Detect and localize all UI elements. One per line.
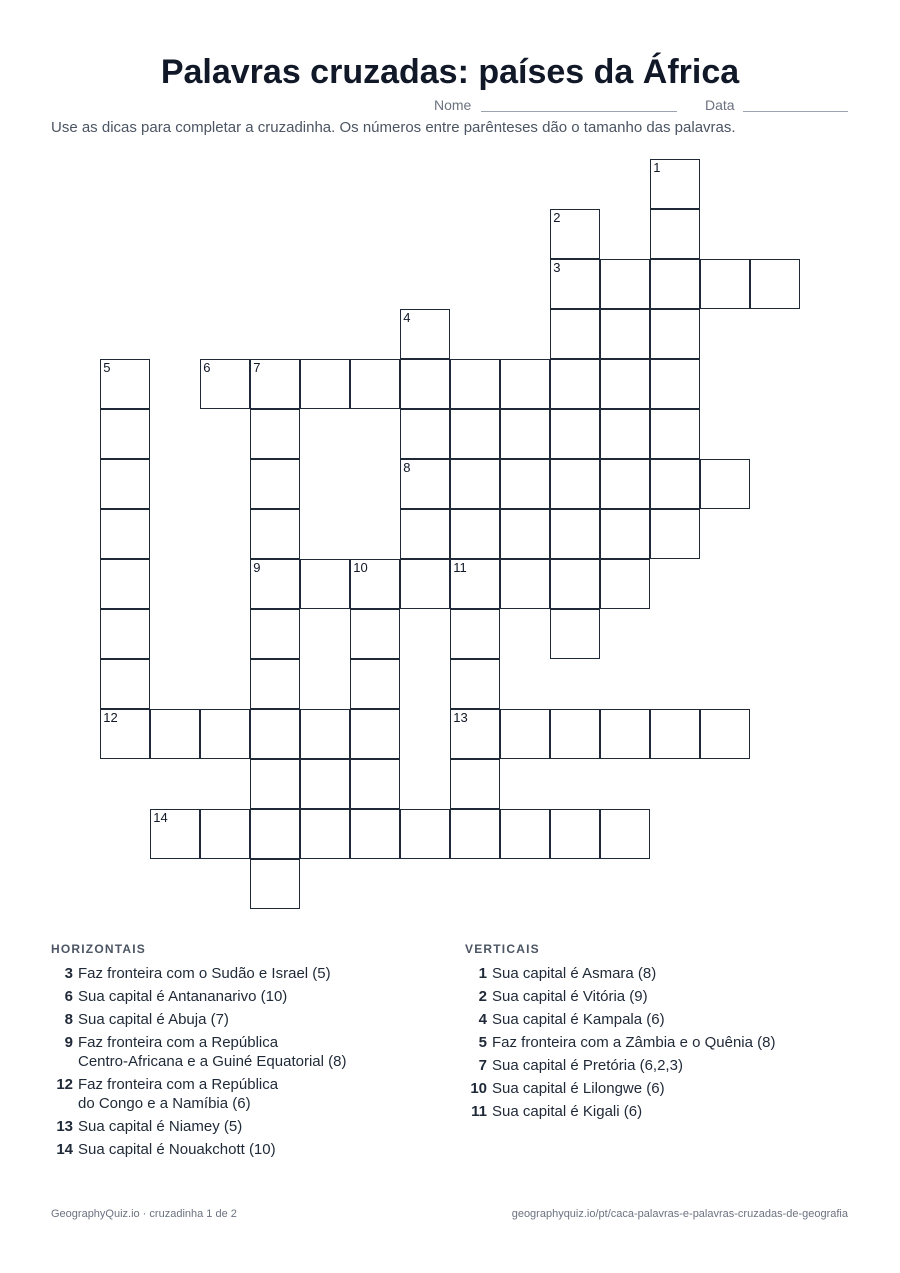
clue-number: 6 bbox=[203, 360, 211, 376]
grid-cell[interactable] bbox=[200, 709, 250, 759]
grid-cell[interactable] bbox=[250, 409, 300, 459]
grid-cell[interactable] bbox=[450, 759, 500, 809]
grid-cell[interactable] bbox=[350, 759, 400, 809]
grid-cell[interactable] bbox=[650, 159, 700, 209]
grid-cell[interactable] bbox=[750, 259, 800, 309]
clue-number: 4 bbox=[403, 310, 411, 326]
down-clue bbox=[465, 1010, 865, 1029]
grid-cell[interactable] bbox=[300, 559, 350, 609]
grid-cell[interactable] bbox=[550, 559, 600, 609]
grid-cell[interactable] bbox=[450, 459, 500, 509]
grid-cell[interactable] bbox=[250, 559, 300, 609]
grid-cell[interactable] bbox=[100, 359, 150, 409]
grid-cell[interactable] bbox=[350, 609, 400, 659]
grid-cell[interactable] bbox=[600, 509, 650, 559]
grid-cell[interactable] bbox=[650, 509, 700, 559]
grid-cell[interactable] bbox=[600, 309, 650, 359]
grid-cell[interactable] bbox=[650, 709, 700, 759]
clue-text: Sua capital é Kigali (6) bbox=[492, 1103, 643, 1120]
grid-cell[interactable] bbox=[300, 809, 350, 859]
grid-cell[interactable] bbox=[250, 509, 300, 559]
clue-number: 7 bbox=[478, 1057, 487, 1074]
across-clue bbox=[51, 1010, 431, 1029]
clue-number: 5 bbox=[478, 1034, 487, 1051]
clue-number: 9 bbox=[64, 1034, 73, 1051]
grid-cell[interactable] bbox=[250, 759, 300, 809]
clue-number: 11 bbox=[471, 1103, 487, 1120]
grid-cell[interactable] bbox=[250, 659, 300, 709]
grid-cell[interactable] bbox=[600, 409, 650, 459]
grid-cell[interactable] bbox=[350, 359, 400, 409]
grid-cell[interactable] bbox=[500, 359, 550, 409]
across-clue bbox=[51, 987, 431, 1006]
grid-cell[interactable] bbox=[400, 409, 450, 459]
instructions: Use as dicas para completar a cruzadinha. Os números entre parênteses dão o tamanho das palavras. bbox=[51, 119, 736, 136]
name-field[interactable] bbox=[481, 111, 677, 112]
clue-text: Sua capital é Vitória (9) bbox=[492, 988, 648, 1005]
grid-cell[interactable] bbox=[550, 609, 600, 659]
grid-cell[interactable] bbox=[350, 659, 400, 709]
grid-cell[interactable] bbox=[550, 459, 600, 509]
down-clue bbox=[465, 1102, 865, 1121]
down-clue bbox=[465, 987, 865, 1006]
grid-cell[interactable] bbox=[350, 559, 400, 609]
grid-cell[interactable] bbox=[650, 259, 700, 309]
clue-number: 8 bbox=[403, 460, 411, 476]
clue-number: 9 bbox=[253, 560, 261, 576]
grid-cell[interactable] bbox=[450, 809, 500, 859]
clue-number: 3 bbox=[553, 260, 561, 276]
clue-number: 4 bbox=[478, 1011, 487, 1028]
grid-cell[interactable] bbox=[400, 509, 450, 559]
across-clue bbox=[51, 1033, 431, 1071]
clue-text: Faz fronteira com o Sudão e Israel (5) bbox=[78, 965, 331, 982]
clue-number: 2 bbox=[478, 988, 487, 1005]
clue-number: 12 bbox=[103, 710, 118, 726]
down-clue-list bbox=[465, 964, 865, 1125]
down-heading: VERTICAIS bbox=[465, 942, 540, 956]
clue-number: 11 bbox=[453, 560, 467, 576]
grid-cell[interactable] bbox=[650, 409, 700, 459]
grid-cell[interactable] bbox=[350, 809, 400, 859]
clue-text: Faz fronteira com a República do Congo e a Namíbia (6) bbox=[78, 1076, 279, 1112]
grid-cell[interactable] bbox=[500, 809, 550, 859]
grid-cell[interactable] bbox=[450, 359, 500, 409]
grid-cell[interactable] bbox=[600, 459, 650, 509]
clue-number: 3 bbox=[64, 965, 73, 982]
across-clue bbox=[51, 1117, 431, 1136]
grid-cell[interactable] bbox=[100, 559, 150, 609]
grid-cell[interactable] bbox=[450, 509, 500, 559]
grid-cell[interactable] bbox=[700, 709, 750, 759]
grid-cell[interactable] bbox=[700, 459, 750, 509]
grid-cell[interactable] bbox=[550, 209, 600, 259]
grid-cell[interactable] bbox=[100, 709, 150, 759]
clue-text: Sua capital é Lilongwe (6) bbox=[492, 1080, 665, 1097]
date-label: Data bbox=[705, 97, 735, 113]
grid-cell[interactable] bbox=[350, 709, 400, 759]
across-heading: HORIZONTAIS bbox=[51, 942, 146, 956]
grid-cell[interactable] bbox=[550, 709, 600, 759]
grid-cell[interactable] bbox=[100, 459, 150, 509]
footer-left: GeographyQuiz.io · cruzadinha 1 de 2 bbox=[51, 1208, 237, 1220]
grid-cell[interactable] bbox=[150, 709, 200, 759]
clue-text: Sua capital é Nouakchott (10) bbox=[78, 1141, 276, 1158]
grid-cell[interactable] bbox=[250, 809, 300, 859]
down-clue bbox=[465, 1056, 865, 1075]
clue-number: 8 bbox=[64, 1011, 73, 1028]
grid-cell[interactable] bbox=[300, 359, 350, 409]
across-clue bbox=[51, 1140, 431, 1159]
grid-cell[interactable] bbox=[100, 609, 150, 659]
grid-cell[interactable] bbox=[550, 809, 600, 859]
grid-cell[interactable] bbox=[100, 509, 150, 559]
clue-number: 2 bbox=[553, 210, 561, 226]
grid-cell[interactable] bbox=[250, 709, 300, 759]
grid-cell[interactable] bbox=[600, 359, 650, 409]
clue-number: 12 bbox=[56, 1076, 73, 1093]
clue-text: Sua capital é Pretória (6,2,3) bbox=[492, 1057, 683, 1074]
page-title: Palavras cruzadas: países da África bbox=[160, 53, 740, 91]
clue-text: Sua capital é Kampala (6) bbox=[492, 1011, 665, 1028]
grid-cell[interactable] bbox=[650, 209, 700, 259]
clue-text: Sua capital é Asmara (8) bbox=[492, 965, 657, 982]
grid-cell[interactable] bbox=[300, 709, 350, 759]
clue-number: 10 bbox=[470, 1080, 487, 1097]
across-clue bbox=[51, 964, 431, 983]
grid-cell[interactable] bbox=[250, 359, 300, 409]
grid-cell[interactable] bbox=[400, 459, 450, 509]
grid-cell[interactable] bbox=[550, 309, 600, 359]
clue-number: 1 bbox=[653, 160, 661, 176]
grid-cell[interactable] bbox=[200, 809, 250, 859]
clue-number: 5 bbox=[103, 360, 111, 376]
grid-cell[interactable] bbox=[400, 809, 450, 859]
grid-cell[interactable] bbox=[650, 459, 700, 509]
down-clue bbox=[465, 1033, 865, 1052]
grid-cell[interactable] bbox=[500, 509, 550, 559]
grid-cell[interactable] bbox=[650, 359, 700, 409]
grid-cell[interactable] bbox=[500, 709, 550, 759]
grid-cell[interactable] bbox=[250, 459, 300, 509]
grid-cell[interactable] bbox=[500, 559, 550, 609]
grid-cell[interactable] bbox=[500, 459, 550, 509]
clue-number: 14 bbox=[56, 1141, 73, 1158]
grid-cell[interactable] bbox=[300, 759, 350, 809]
grid-cell[interactable] bbox=[400, 559, 450, 609]
grid-cell[interactable] bbox=[150, 809, 200, 859]
clue-text: Sua capital é Abuja (7) bbox=[78, 1011, 229, 1028]
grid-cell[interactable] bbox=[200, 359, 250, 409]
clue-text: Sua capital é Antananarivo (10) bbox=[78, 988, 288, 1005]
grid-cell[interactable] bbox=[400, 309, 450, 359]
grid-cell[interactable] bbox=[600, 259, 650, 309]
grid-cell[interactable] bbox=[450, 559, 500, 609]
grid-cell[interactable] bbox=[700, 259, 750, 309]
clue-number: 1 bbox=[478, 965, 487, 982]
clue-number: 10 bbox=[353, 560, 368, 576]
grid-cell[interactable] bbox=[450, 409, 500, 459]
across-clue bbox=[51, 1075, 431, 1113]
grid-cell[interactable] bbox=[550, 359, 600, 409]
across-clue-list bbox=[51, 964, 431, 1163]
grid-cell[interactable] bbox=[100, 409, 150, 459]
grid-cell[interactable] bbox=[600, 709, 650, 759]
clue-number: 7 bbox=[253, 360, 261, 376]
grid-cell[interactable] bbox=[400, 359, 450, 409]
grid-cell[interactable] bbox=[550, 509, 600, 559]
clue-text: Faz fronteira com a República Centro-Africana e a Guiné Equatorial (8) bbox=[78, 1034, 347, 1070]
clue-number: 6 bbox=[64, 988, 73, 1005]
down-clue bbox=[465, 964, 865, 983]
grid-cell[interactable] bbox=[250, 609, 300, 659]
clue-text: Faz fronteira com a Zâmbia e o Quênia (8) bbox=[492, 1034, 776, 1051]
clue-number: 13 bbox=[56, 1118, 73, 1135]
grid-cell[interactable] bbox=[500, 409, 550, 459]
grid-cell[interactable] bbox=[600, 559, 650, 609]
clue-number: 13 bbox=[453, 710, 468, 726]
grid-cell[interactable] bbox=[650, 309, 700, 359]
grid-cell[interactable] bbox=[450, 609, 500, 659]
footer-right: geographyquiz.io/pt/caca-palavras-e-palavras-cruzadas-de-geografia bbox=[511, 1208, 848, 1220]
clue-text: Sua capital é Niamey (5) bbox=[78, 1118, 243, 1135]
grid-cell[interactable] bbox=[550, 409, 600, 459]
grid-cell[interactable] bbox=[450, 659, 500, 709]
clue-number: 14 bbox=[153, 810, 168, 826]
grid-cell[interactable] bbox=[550, 259, 600, 309]
grid-cell[interactable] bbox=[250, 859, 300, 909]
grid-cell[interactable] bbox=[600, 809, 650, 859]
grid-cell[interactable] bbox=[450, 709, 500, 759]
grid-cell[interactable] bbox=[100, 659, 150, 709]
date-field[interactable] bbox=[743, 111, 848, 112]
down-clue bbox=[465, 1079, 865, 1098]
name-label: Nome bbox=[434, 97, 472, 113]
